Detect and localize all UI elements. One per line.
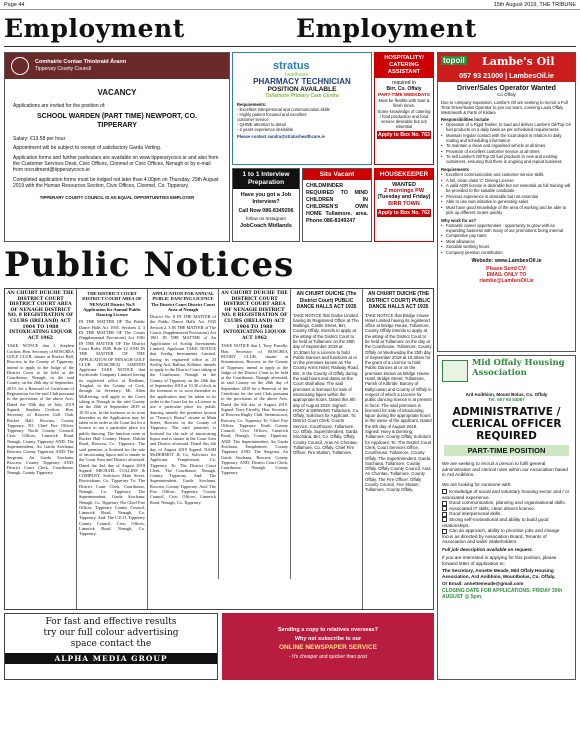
mid-offaly-parttime: PART-TIME POSITION [444,445,569,456]
mid-offaly-items: Knowledge of social and voluntary housing sector and / or associated experience. Good communication, planning and organisational skills. Associated IT skills, clean drivers licence. Good interpersonal skills. Strong self-motivational and ability to build good relationships. Can do approach, ability to prioritise jobs and change focus as directed by Association Board, Tenants of Association and wider Stakeholders. [442,489,570,545]
heading-rule [4,46,576,47]
sits-vacant-title: Sits Vacant [303,169,371,180]
stratus-ad [232,52,372,165]
employment-heading-right: Employment [296,14,477,43]
public-notices-grid [4,288,434,610]
stratus-email[interactable]: Please contact sandra@stratushealthcare.ie [237,134,325,139]
house-icon [442,360,468,382]
council-banner [5,53,229,79]
lambes-banner [438,53,575,71]
checkbox-icon [442,512,447,517]
hospitality-ad [374,52,434,165]
council-name: Tipperary County Council [35,66,92,72]
housekeeper-wanted: WANTED [392,182,416,188]
vacancy-salary: Salary: €13.58 per hour [13,136,66,142]
lambes-phone: 057 93 21000 | LambesOil.ie [438,71,575,82]
subscribe-line1: Sending a copy to relatives overseas? [278,627,378,633]
hospitality-hours: PART-TIME WEEKDAYS [378,92,430,97]
alpha-media-ad [4,613,218,680]
housekeeper-title: HOUSEKEEPER [375,169,433,180]
subscribe-line4: - It's cheaper and quicker than post [289,654,367,660]
housekeeper-box: Apply to Box No. 762 [378,210,430,216]
vacancy-vetting: Appointment will be subject to receipt of satisfactory Garda Vetting. [13,145,162,151]
mid-offaly-address: Ard Aoibhinn, Mount Bolus, Co. Offaly [465,392,548,397]
alpha-line2: try our full colour advertising [43,628,179,638]
alpha-line3: space contact the [70,639,152,649]
interview-prep-ad [232,168,300,242]
housekeeper-location: BIRR TOWN [388,201,420,207]
mid-offaly-apply: If you are interested in applying for this position, please forward letter of application to: [442,555,557,566]
notice-5: AN CHUIRT DUICHE (The District Court) PUBLIC DANCE HALLS ACT 1935 TAKE NOTICE that Garbe Limited having its Registered Office at The Maltings, Castle Street, Birr, County Offaly, intends to apply at the sitting of the District Court to be held at Tullamore on the 25th day of September 2019 at 10.30am for a Licence to hold Public Dances and functions at or on the premises known as The County Arms Hotel, Railway Road, Birr, in the County of Offaly during the said hours and dates as the Court shall allow. The said premises is licensed for sale of intoxicating liquor within the appropriate hours. Dated this 8th day of August 2019. Signed: HOEY & DENNING Tullamore, Co. Offaly, Solicitors for Applicant. To: District Court Clerk, Courts Service, Courthouse, Tullamore, Co. Offaly. Superintendent, Garda Síochána, Birr, Co. Offaly. Offaly County Council, Aras An Chontae, Tullamore, Co. Offaly. Chief Fire Officer, Fire Station, Tullamore. [290,289,362,579]
mid-offaly-name: Mid Offaly Housing Association [472,358,565,378]
lambes-oil-ad [437,52,576,352]
interview-phone: Call Now 086-8349206 [238,208,294,214]
hospitality-line5: Some knowledge of catering / food production and food service desirable but not essential [377,109,431,129]
notice-4: AN CHÚIRT DÚICHE THE DISTRICT COURT DISTRICT COURT AREA OF NENAGH DISTRICT NO. 8 REGISTRATION OF CLUBS (IRELAND) ACT 1904 TO 1988 INTOXICATING LIQUOR ACT 1962 TAKE NOTICE that I, Terry Farrelly, Hon. Secretary of ROSCREA RUGBY CLUB, situate at Streamstown, Roscrea, in the County of Tipperary, intend to apply to the Judge of the District Court to be held at the Courthouse, Nenagh aforesaid, in said County on the 26th day of September, 2019 for a Renewal of the Certificate for the said Club pursuant to the provisions of the above Acts. Dated the 6th day of August 2019. Signed: Terry Farrelly, Hon. Secretary of Roscrea Rugby Club, Streamstown, Roscrea, Co. Tipperary To: Chief Fire Officer, Tipperary North County Council, Civic Offices, Limerick Road, Nenagh, County Tipperary. AND: The Superintendent, An Garda Siochana, Templemore, County Tipperary AND: The Sergeant, An Garda Siochana, Roscrea, County Tipperary. AND: District Court Clerk, Courthouse, Nenagh, County Tipperary [218,289,290,579]
sits-vacant-body: CHILDMINDER REQUIRED TO MIND CHILDREN IN CHILDREN'S OWN HOME Tullamore. area. Phone:086-8349247 [306,183,368,224]
alpha-brand: ALPHA MEDIA GROUP [5,653,217,664]
tipperary-council-ad [4,52,230,242]
mid-offaly-tel: Tel: 057 93 54067 [488,397,525,402]
notice-6: AN CHUIRT DUICHE (THE DISTRICT COURT) PUBLIC DANCE HALLS ACT 1935 TAKE NOTICE that Bridge House Hotel Limited having its registered office at Bridge House, Tullamore, County Offaly intends to apply at the sitting of the District Court to be held at Tullamore on the day at the Courthouse, Tullamore, County Offaly on Wednesday the 25th day of September 2019 at 10.30am for the grant of a Licence to hold Public Dances at or on the premises known as Bridge House Hotel, Bridge Street, Tullamore, Parish of Kilbride, Barony of Ballycowan and County of Offaly in respect of which a Licence for public dancing licence is at present in force. The said premises is licensed for sale of intoxicating liquor during the appropriate hours in the name of the applicant. Dated the 6th day of August 2019. Signed: Hoey & Denning, Tullamore, County Offaly Solicitors for Applicant. To: The District Court Clerk, Court Services Office, Courthouse, Tullamore, County Offaly. The Superintendent, Garda Siochana, Tullamore, County Offaly. Offaly County Council, Aras An Chontae, Tullamore, County Offaly. The Fire Officer, Offaly County Council, Fire Station, Tullamore, County Offaly. [362,289,434,609]
page-number: Page 44 [4,2,25,8]
lambes-resp-head: Responsibilities include [441,117,489,122]
council-name-irish: Comhairle Contae Thiobraid Árann [35,59,127,65]
mid-offaly-secretary: The Secretary, Annette Meade, Mid Offaly Housing Association, Ard Aoibhinn, Mountbolus, Co. Offaly. [442,568,556,579]
mid-offaly-title: ADMINISTRATIVE / CLERICAL OFFICER REQUIRED [451,406,562,442]
hospitality-location: Birr, Co. Offaly [386,86,422,92]
checkbox-icon [442,489,447,494]
issue-date: 15th August 2019, THE TRIBUNE [493,2,576,8]
notice-2: THE DISTRICT COURT DISTRICT COURT AREA OF NENAGH District No.8 Application for Annual Public Dancing Licence IN THE MATTER OF The Public Dance Halls Act 1935, Sections 2, 3 IN THE MATTER OF The Courts (Supplemental Provisions) Act 1961 IN THE MATTER OF The District Court Rules 1948, Rule 12 AND IN THE MATTER OF THE APPLICATION OF NENAGH GOLF CLUB (ROSCREA) LIMITED Applicant TAKE NOTICE that Swiftcastle Company Limited having its registered office at Redlians, Toughal, in the County of Cork, through its Secretary, Mr. Allen McKerring, will apply to the Court sitting at Nenagh in the said County on the 26th of September 2019 at 10.30 a.m. in the forenoon or so soon thereafter as the Application may be taken in its order in the Court list for a licence to use a particular place for public dancing. The function room at Racket Hall Country House, Dublin Road, Roscrea, Co. Tipperary. The said premises is licensed for the sale of intoxicating liquor and is situate in the Court Area and District aforesaid. Dated the 2nd day of August 2019 Signed: MICHAEL COLLINS & COMPANY, Solicitors Main Street, Borrisokane, Co. Tipperary To: The District Court Clerk, Courthouse, Nenagh, Co. Tipperary The Superintendent, Garda Siochana, Nenagh, Co. Tipperary The Chief Fire Officer, Tipperary County Council, Limerick Road, Nenagh, Co. Tipperary. And: The C.E.O. Tipperary County Council, Civic Offices, Limerick Road, Nenagh, Co. Tipperary. [76,289,147,609]
checkbox-icon [442,529,447,534]
lambes-website[interactable]: Website: www.LambesOil.ie [471,257,542,264]
interview-follow: follow on Instagram [246,216,286,221]
notice-3: APPLICATION FOR ANNUAL PUBLIC DANCING LICENCE The District Court District Court Area of Nenagh District No. 8 IN THE MATTER of the Public Dance Halls Act 1935 Section 2, 3 IN THE MATTER of The Courts (Supplemental Provisions) Act 1961 IN THE MATTER of An Application of Sceilig Investments Limited, Applicant TAKE NOTICE that Sceilig Investments Limited, having its registered office at 23 Sceilig Ard, Ballina, Killaloe, intends to apply to the District Court sitting at the Courthouse, Nenagh in the County of Tipperary on the 26th day of September 2019 at 10.30 o'clock in the forenoon or so soon thereafter as the application may be taken in its order in the Court list for a Licence to use a particular place for public dancing namely the premises known as "Treacy's House" situate at Main Street, Roscrea in the County of Tipperary. The said premises is licensed for the sale of intoxicating liquor and is situate in the Court Area and District aforesaid. Dated this 6th day of August 2019 Signed: NASH McDERMOT & Co, Solicitors for Applicant, Templemore, Co. Tipperary. To: The District Court Clerk, The Courthouse, Nenagh, County Tipperary. And: The Superintendent, Garda Siochana, Roscrea, County Tipperary. And: The Fire Officer, Tipperary County Council, Civic Offices, Limerick Road, Nenagh, Co. Tipperary. [147,289,218,609]
vacancy-intro: Applications are invited for the position of: [13,103,106,109]
hospitality-line1: required in [392,80,416,86]
stratus-req-head: Requirements: [237,102,267,107]
vacancy-closing: Completed application forms must be lodged not later than 4.00pm on Thursday, 29th August 2019 with the Human Resources Section, Civic Offices, Clonmel, Co. Tipperary. [13,177,219,189]
housekeeper-mornings: 2 mornings PW [383,188,425,194]
sits-vacant-ad [302,168,372,242]
hospitality-box: Apply to Box No. 763 [378,132,430,138]
topoil-logo: topoil [443,56,465,65]
subscribe-line3: ONLINE NEWSPAPER SERVICE [279,644,377,651]
housekeeper-ad [374,168,434,242]
lambes-cv2: EMAIL ONLY TO [486,271,527,278]
lambes-reqs: • Excellent communication and customer service skills • A full, clean class 'C' Driving License • A valid ADR license is desirable but not essential as full training will be provided to the suitable candidate • Previous experience is desirable but not essential • Able to use own initiative in generating sales • Must have good knowledge of the area of working and be able to pick up different routes quickly [438,172,575,215]
checkbox-icon [442,517,447,522]
interview-brand: JobCoach Midlands [240,223,292,229]
mid-offaly-email[interactable]: Or Email: annettemeade@gmail.com [442,581,524,587]
stratus-logo: stratus healthcare [273,60,310,78]
mid-offaly-spec: Full job description available on request. [442,547,533,553]
council-crest-icon [11,57,29,75]
mid-offaly-ad [437,355,576,680]
mid-offaly-header [438,356,575,392]
interview-title: 1 to 1 Interview Preparation [233,169,299,189]
lambes-intro: Due to company expansion, Lambe's Oil are seeking to recruit a Full Time Driver/Sales Operator to join our team, covering Laois Offaly Westmeath & Parts of Kildare [441,100,568,115]
lambes-location: Co Offaly [497,92,516,97]
subscribe-line2: Why not subscribe to our [294,636,362,642]
lambes-resps: • Operation of a Rigid Tanker, to load and deliver Lambe's Oil/Top Oil fuel products on a daily basis as per scheduled requirements • Maintain regular contact with the local depot in relation to daily routing and scheduling information • To maintain a clean and organised vehicle at all times • Provision of excellent customer service at all times • To sell Lambe's Oil/Top Oil fuel products to new and existing customers, ensuring that there is ongoing and repeat business [438,122,575,164]
lambes-req-head: Requirements [441,166,469,172]
stratus-reqs: - Excellent interpersonal and communication skills - Highly patient focused and excellent customer service - QHWE attention to detail - 2 years experience desirable [237,107,330,132]
online-subscription-ad [222,613,434,680]
stratus-place: Tullamore Primary Care Centre [265,93,339,99]
checkbox-icon [442,506,447,511]
stratus-title: PHARMACY TECHNICIAN [253,77,351,86]
alpha-line1: For fast and effective results [45,617,177,627]
public-notices-heading: Public Notices [4,245,295,285]
lambes-cv1: Please Send CV: [486,265,527,272]
lambes-title: Driver/Sales Operator Wanted [457,85,556,92]
mid-offaly-look: We are looking for someone with: [442,482,512,488]
vacancy-apply: Application forms and further particulars are available on www.tipperarycoco.ie and also from the Customer Services Desk, Civic Offices, Clonmel or Civic Offices, Nenagh or by e-mail from recruitment@tipperarycoco.ie [13,155,219,173]
lambes-logo: Lambe's Oil [482,55,555,68]
hospitality-line4: Must be flexible with start & finish times. [378,98,430,108]
notice-1: AN CHÚIRT DÚICHE THE DISTRICT COURT DISTRICT COURT AREA OF NENAGH DISTRICT NO. 8 REGISTRATION OF CLUBS (IRELAND) ACT 1904 TO 1988 INTOXICATING LIQUOR ACT 1962 TAKE NOTICE that I, Stephen Crofton, Hon. Secretary of ROSCREA GOLF CLUB, situate at Racket Hall, Roscrea, in the County of Tipperary, intend to apply to the Judge of the District Court to be held at the Courthouse, Nenagh, in the said County, on the 26th day of September, 2019, for a Renewal of Certificate of Registration for the said Club pursuant to the provisions of the above Acts. Dated the 30th day of July, 2019 Signed: Stephen Crofton, Hon. Secretary of Roscrea Golf Club, Racket Hall, Roscrea, County Tipperary. TO: Chief Fire Officer, Tipperary North County Council, Civic Offices, Limerick Road, Nenagh, County Tipperary AND: The Superintendent, An Garda Siochana, Roscrea, County Tipperary AND: The Sergeant, An Garda Siochana, Roscrea, County Tipperary AND: District Court Clerk, Courthouse, Nenagh, County Tipperary [7,291,74,476]
stratus-subtitle: POSITION AVAILABLE [267,86,337,93]
lambes-why-head: Why work for us? [441,217,477,223]
equal-opportunities: TIPPERARY COUNTY COUNCIL IS AN EQUAL OPPORTUNITIES EMPLOYER [39,195,195,200]
employment-heading-left: Employment [4,14,185,43]
housekeeper-days: (Tuesday and Friday) [377,194,431,200]
checkbox-icon [442,501,447,506]
hospitality-title: HOSPITALITY/ CATERING ASSISTANT [375,53,433,78]
vacancy-position: SCHOOL WARDEN (PART TIME) NEWPORT, CO. TIPPERARY [37,113,197,129]
mid-offaly-closing: CLOSING DATE FOR APPLICATIONS: FRIDAY 30th AUGUST @ 5pm. [442,588,563,601]
lambes-cv-email[interactable]: rlambe@LambesOil.ie [479,277,534,284]
vacancy-title: VACANCY [97,88,137,97]
interview-sub: Have you got a Job Interview? [240,192,292,205]
lambes-whys: • Fantastic career opportunities - opportunity to grow with an expanding business with many of our promotions being internal • Competitive pay rates • Meal allowance • Sociable working hours • Company pension contribution [438,223,575,255]
mid-offaly-intro: We are seeking to recruit a person to fulfil general administrative and clerical roles within our Association based in Ard Aoibhinn. [442,461,568,478]
page-header [0,0,580,10]
